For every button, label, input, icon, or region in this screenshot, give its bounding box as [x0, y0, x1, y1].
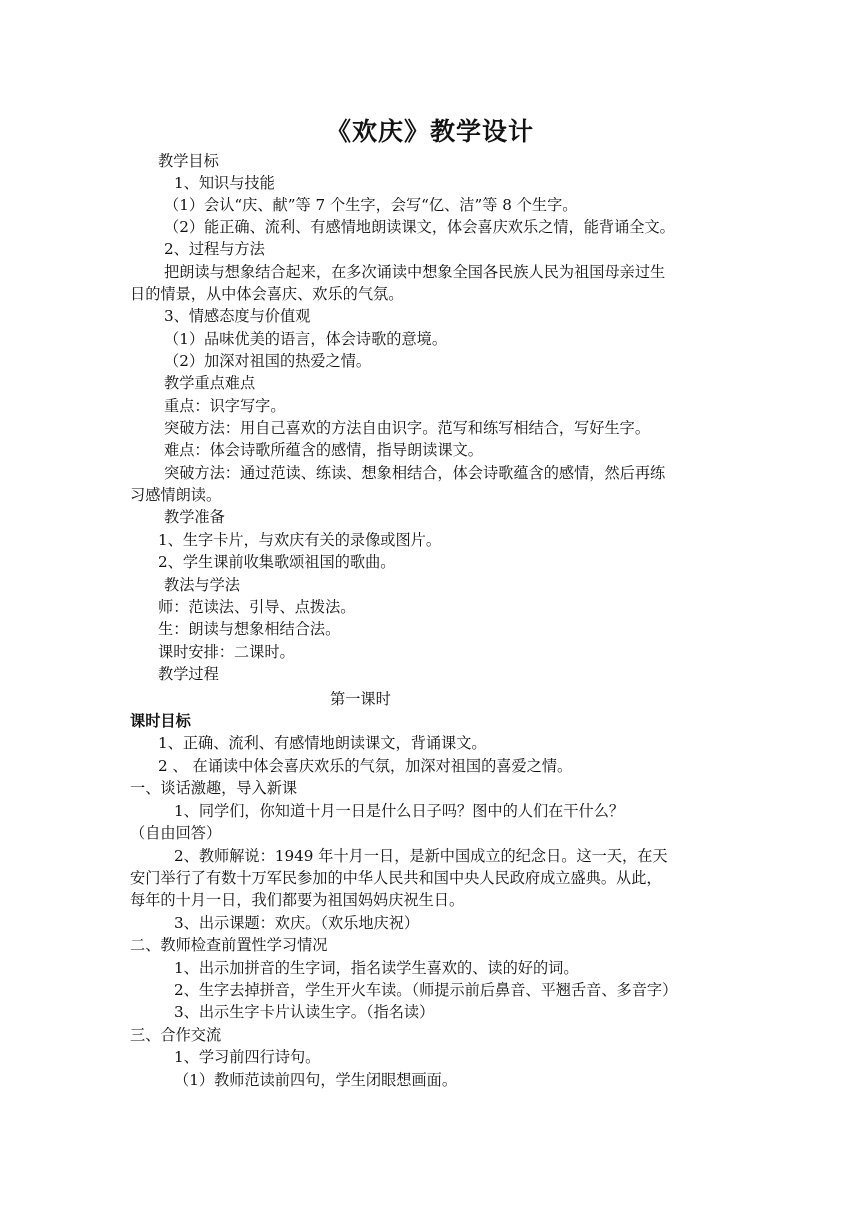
text-line: 日的情景，从中体会喜庆、欢乐的气氛。 [130, 285, 404, 303]
text-line: 1、生字卡片，与欢庆有关的录像或图片。 [158, 531, 442, 549]
text-line: 1、出示加拼音的生字词，指名读学生喜欢的、读的好的词。 [174, 959, 579, 977]
text-line: 3、情感态度与价值观 [164, 307, 311, 325]
section-heading: 三、合作交流 [130, 1026, 222, 1044]
text-line: （1）品味优美的语言，体会诗歌的意境。 [164, 330, 448, 348]
text-line: 教学目标 [158, 152, 219, 170]
text-line: 习感情朗读。 [130, 486, 222, 504]
text-line: 2、教师解说：1949 年十月一日，是新中国成立的纪念日。这一天，在天 [174, 847, 668, 865]
text-line: 1、知识与技能 [174, 174, 275, 192]
text-line: 教学重点难点 [164, 374, 256, 392]
text-line: 师：范读法、引导、点拨法。 [158, 598, 356, 616]
text-line: 3、出示课题：欢庆。（欢乐地庆祝） [174, 914, 420, 932]
text-line: 1、正确、流利、有感情地朗读课文，背诵课文。 [158, 734, 487, 752]
text-line: （自由回答） [130, 824, 222, 842]
text-line: 教学准备 [164, 508, 225, 526]
document-title: 《欢庆》教学设计 [325, 117, 534, 146]
text-line: 1、同学们，你知道十月一日是什么日子吗？图中的人们在干什么？ [174, 802, 625, 820]
text-line: （2）能正确、流利、有感情地朗读课文，体会喜庆欢乐之情，能背诵全文。 [164, 218, 675, 236]
text-line: 2、学生课前收集歌颂祖国的歌曲。 [158, 553, 396, 571]
text-line: 生：朗读与想象相结合法。 [158, 620, 341, 638]
text-line: 2、生字去掉拼音，学生开火车读。（师提示前后鼻音、平翘舌音、多音字） [174, 981, 678, 999]
text-line: （2）加深对祖国的热爱之情。 [164, 352, 372, 370]
section-heading: 课时目标 [130, 712, 191, 730]
text-line: 2 、 在诵读中体会喜庆欢乐的气氛，加深对祖国的喜爱之情。 [158, 757, 573, 775]
text-line: 难点：体会诗歌所蕴含的感情，指导朗读课文。 [164, 441, 483, 459]
text-line: 每年的十月一日，我们都要为祖国妈妈庆祝生日。 [130, 891, 465, 909]
section-heading: 一、谈话激趣，导入新课 [130, 779, 298, 797]
text-line: 安门举行了有数十万军民参加的中华人民共和国中央人民政府成立盛典。从此， [130, 869, 662, 887]
text-line: 突破方法：用自己喜欢的方法自由识字。范写和练写相结合，写好生字。 [164, 419, 650, 437]
text-line: 1、学习前四行诗句。 [174, 1048, 321, 1066]
text-line: 把朗读与想象结合起来，在多次诵读中想象全国各民族人民为祖国母亲过生 [164, 263, 666, 281]
text-line: 2、过程与方法 [164, 240, 265, 258]
text-line: （1）教师范读前四句，学生闭眼想画面。 [174, 1071, 458, 1089]
section-heading: 第一课时 [330, 690, 391, 708]
text-line: 重点：识字写字。 [164, 397, 286, 415]
text-line: 突破方法：通过范读、练读、想象相结合，体会诗歌蕴含的感情，然后再练 [164, 464, 666, 482]
text-line: 教学过程 [158, 665, 219, 683]
text-line: （1）会认“庆、献”等 7 个生字，会写“亿、洁”等 8 个生字。 [164, 196, 578, 214]
section-heading: 二、教师检查前置性学习情况 [130, 936, 328, 954]
text-line: 3、出示生字卡片认读生字。（指名读） [174, 1003, 435, 1021]
text-line: 课时安排：二课时。 [158, 643, 295, 661]
text-line: 教法与学法 [164, 576, 240, 594]
